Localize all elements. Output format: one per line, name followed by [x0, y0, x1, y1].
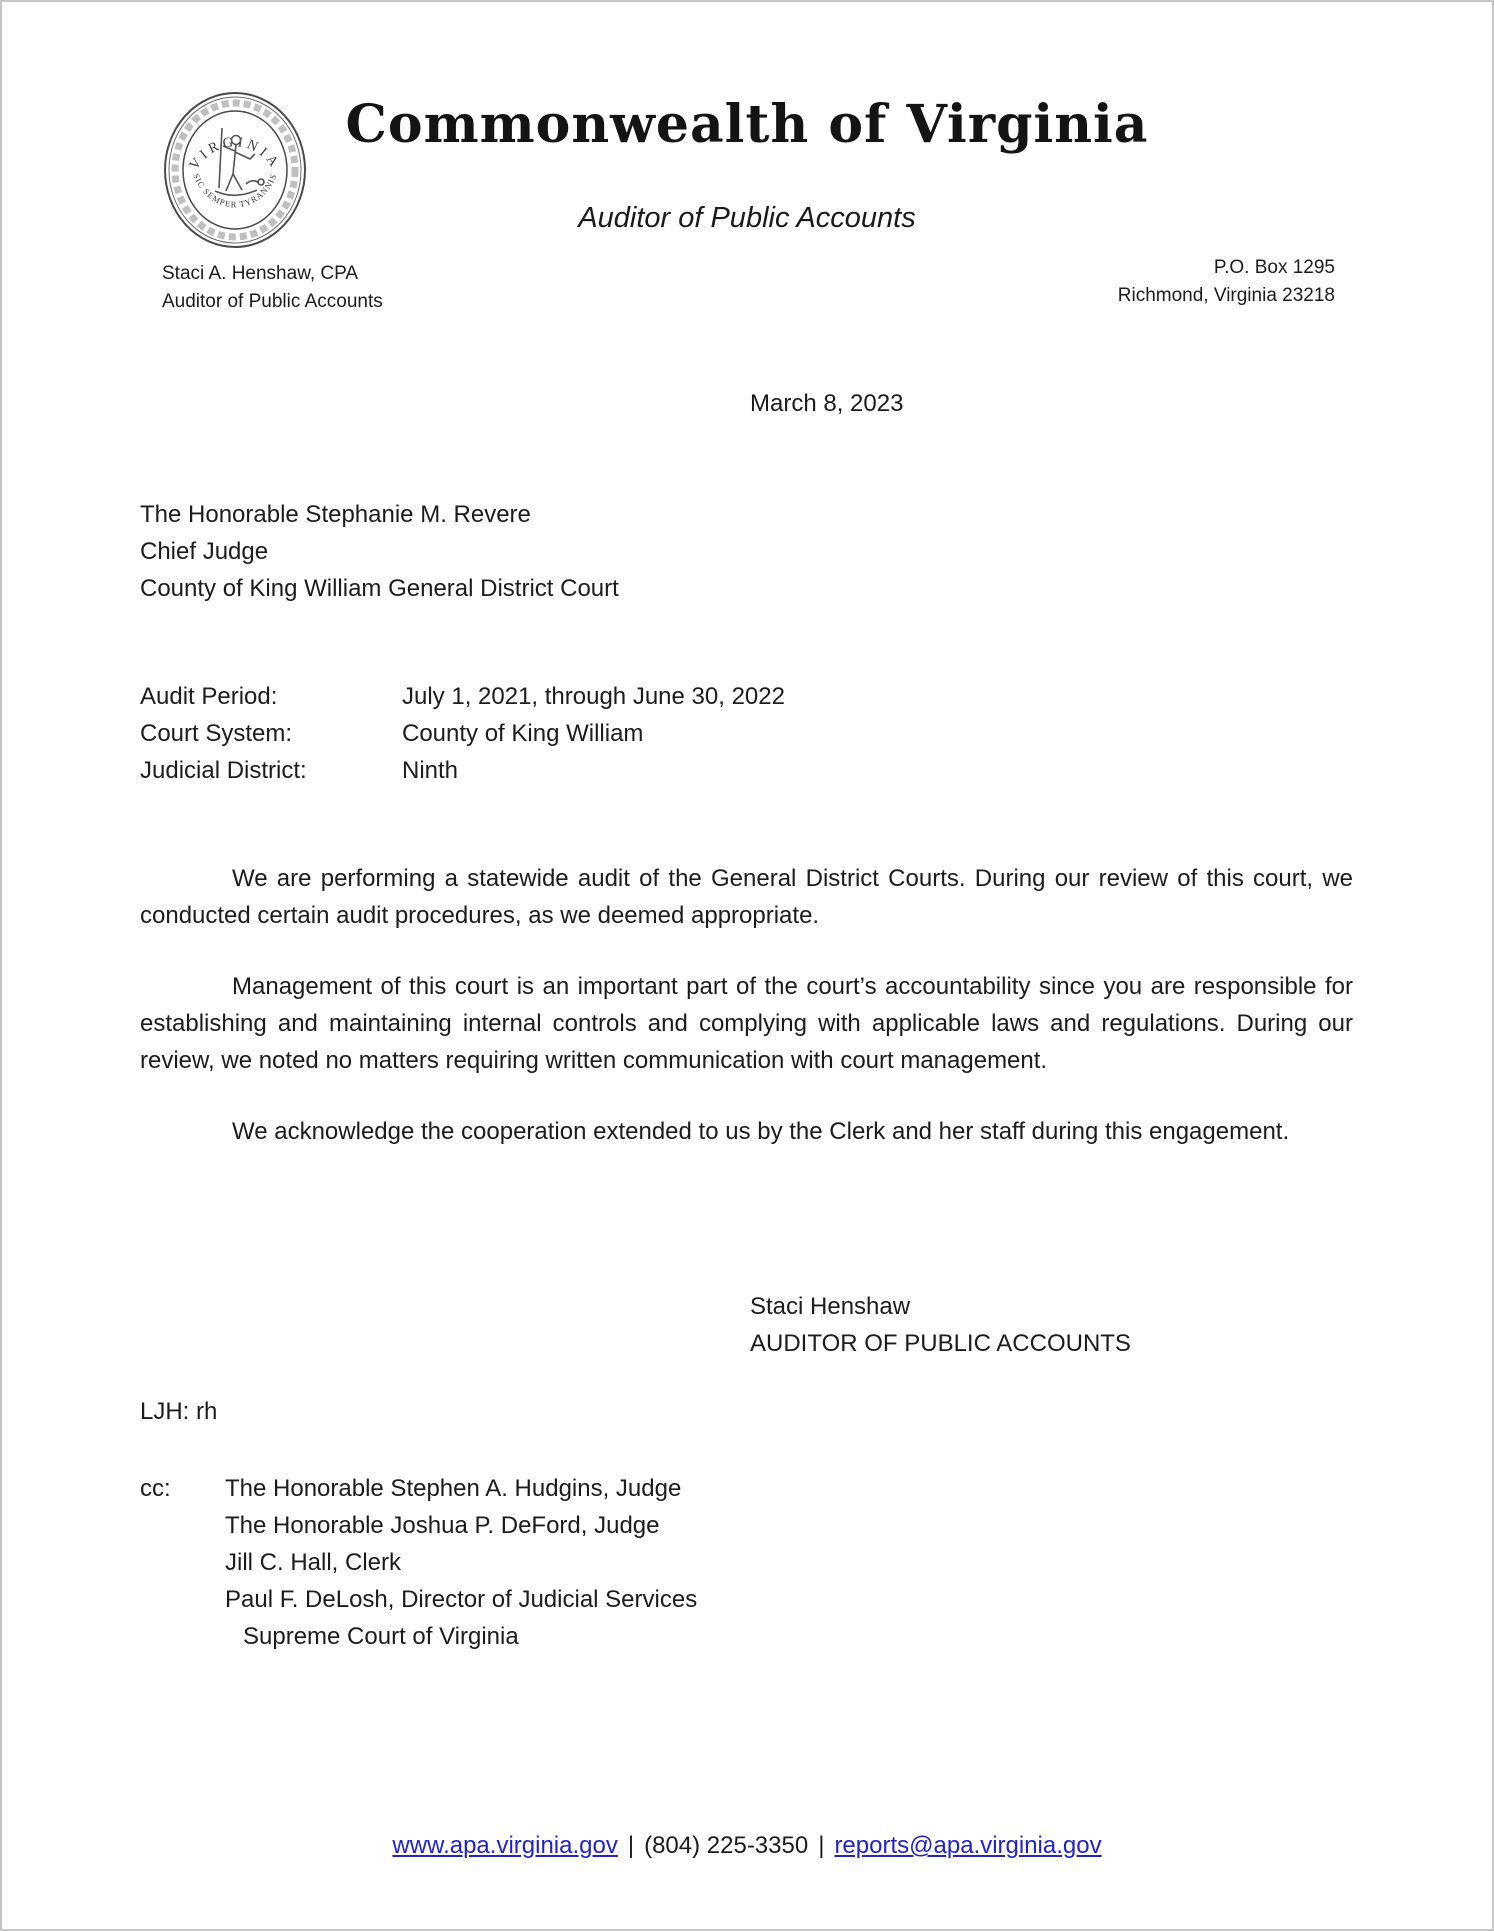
cc-name: Paul F. DeLosh, Director of Judicial Services — [225, 1586, 698, 1613]
official-name: Staci A. Henshaw, CPA — [162, 263, 359, 284]
recipient-court: County of King William General District Court — [140, 575, 619, 602]
court-system-row — [140, 715, 785, 752]
cc-name: Jill C. Hall, Clerk — [225, 1549, 402, 1576]
footer-separator: | — [818, 1832, 825, 1859]
letterhead-official-block — [162, 260, 383, 316]
recipient-title: Chief Judge — [140, 538, 269, 565]
address-po-box: P.O. Box 1295 — [1213, 257, 1335, 278]
cc-block — [140, 1470, 697, 1655]
signature-name: Staci Henshaw — [750, 1293, 911, 1320]
footer-phone: (804) 225-3350 — [644, 1832, 809, 1859]
letter-body — [140, 860, 1353, 1184]
cc-name: The Honorable Joshua P. DeFord, Judge — [225, 1512, 660, 1539]
paragraph-acknowledgement: We acknowledge the cooperation extended to us by the Clerk and her staff during this engagement. — [232, 1118, 1290, 1145]
address-city: Richmond, Virginia 23218 — [1117, 285, 1335, 306]
recipient-block — [140, 496, 619, 607]
audit-period-row — [140, 678, 785, 715]
letterhead-address-block — [1118, 254, 1335, 310]
judicial-district-value: Ninth — [402, 757, 459, 784]
website-link[interactable]: www.apa.virginia.gov — [392, 1832, 618, 1859]
letter-date: March 8, 2023 — [750, 390, 904, 417]
audit-period-value: July 1, 2021, through June 30, 2022 — [402, 683, 785, 710]
cc-name: The Honorable Stephen A. Hudgins, Judge — [225, 1475, 682, 1502]
signature-title: AUDITOR OF PUBLIC ACCOUNTS — [750, 1330, 1131, 1357]
cc-name-list — [225, 1470, 697, 1655]
court-system-label: Court System: — [140, 720, 293, 747]
seal-bottom-text: SIC SEMPER TYRANNIS — [191, 171, 279, 210]
footer-contact-bar — [2, 1832, 1492, 1860]
audit-period-label: Audit Period: — [140, 683, 278, 710]
judicial-district-row — [140, 752, 785, 789]
recipient-name: The Honorable Stephanie M. Revere — [140, 501, 531, 528]
judicial-district-label: Judicial District: — [140, 757, 307, 784]
email-link[interactable]: reports@apa.virginia.gov — [834, 1832, 1102, 1859]
audit-info-block — [140, 678, 785, 789]
paragraph-management: Management of this court is an important part of the court’s accountability since you are responsible for establishing and maintaining internal controls and complying with applicable laws and regulations. During our review, we noted no matters requiring written communication with court management. — [140, 973, 1353, 1074]
letterhead-title: Commonwealth of Virginia — [345, 94, 1149, 155]
signature-block — [750, 1288, 1131, 1362]
cc-label: cc: — [140, 1475, 171, 1502]
cc-name: Supreme Court of Virginia — [243, 1623, 519, 1650]
reference-initials: LJH: rh — [140, 1398, 218, 1425]
footer-separator: | — [627, 1832, 635, 1859]
official-title: Auditor of Public Accounts — [162, 291, 383, 312]
court-system-value: County of King William — [402, 720, 644, 747]
paragraph-audit-statement: We are performing a statewide audit of the General District Courts. During our review of this court, we conducted certain audit procedures, as we deemed appropriate. — [140, 865, 1353, 929]
letterhead-subtitle: Auditor of Public Accounts — [578, 202, 916, 234]
seal-top-text: VIRGINIA — [186, 135, 284, 173]
